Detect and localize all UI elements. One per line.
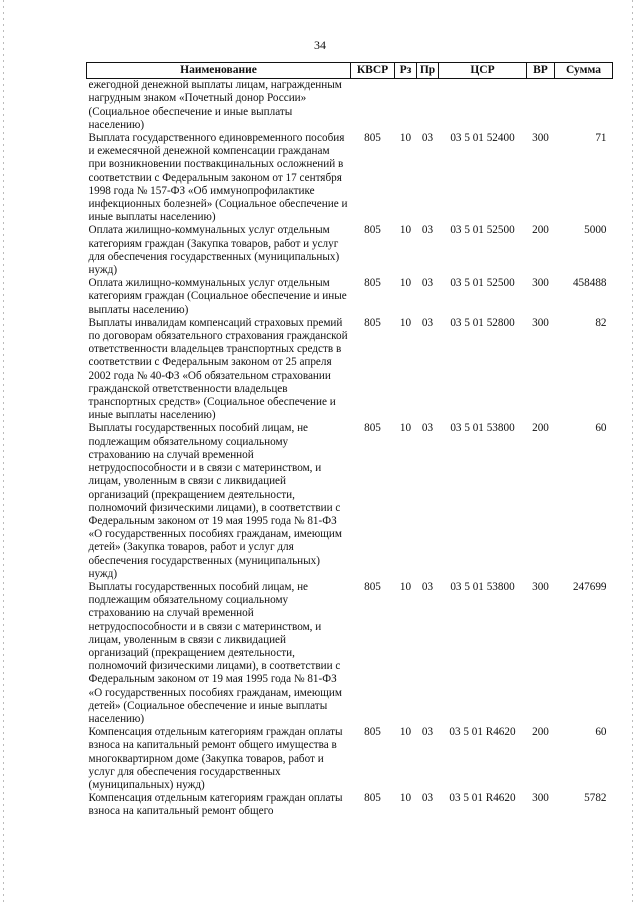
table-row — [87, 317, 613, 423]
row-csr: 03 5 01 R4620 — [449, 726, 516, 739]
row-sum — [555, 79, 613, 132]
row-kvsr: 805 — [364, 792, 381, 805]
table-row — [87, 224, 613, 277]
row-vr: 300 — [532, 792, 549, 805]
header-rz: Рз — [395, 63, 417, 79]
row-sum: 247699 — [572, 580, 607, 593]
row-rz: 10 — [399, 277, 412, 290]
row-vr: 300 — [532, 580, 549, 593]
row-sum: 5782 — [584, 792, 607, 805]
row-kvsr: 805 — [364, 580, 381, 593]
header-csr: ЦСР — [439, 63, 527, 79]
row-name: Компенсация отдельным категориям граждан оплаты взноса на капитальный ремонт общего — [88, 792, 343, 818]
row-sum: 60 — [595, 422, 607, 435]
row-rz — [395, 79, 417, 132]
row-sum: 458488 — [572, 277, 607, 290]
header-name: Наименование — [87, 63, 351, 79]
table-header-row — [87, 63, 613, 79]
scan-edge-right — [632, 0, 633, 905]
row-name: Компенсация отдельным категориям граждан оплаты взноса на капитальный ремонт общего имущества в многоквартирном доме (Закупка товаров, работ и услуг для обеспечения государственных (муниципальных) нужд) — [88, 726, 343, 791]
row-sum: 82 — [595, 316, 607, 329]
header-vr: ВР — [527, 63, 555, 79]
row-pr: 03 — [421, 422, 434, 435]
row-vr: 200 — [532, 726, 549, 739]
row-kvsr: 805 — [364, 132, 381, 145]
row-pr: 03 — [421, 224, 434, 237]
table-row — [87, 79, 613, 132]
row-rz: 10 — [399, 580, 412, 593]
budget-table — [86, 62, 613, 819]
row-vr: 300 — [532, 277, 549, 290]
page-number: 34 — [314, 38, 326, 52]
row-sum: 60 — [595, 726, 607, 739]
row-pr: 03 — [421, 277, 434, 290]
header-sum: Сумма — [555, 63, 613, 79]
row-vr: 300 — [532, 316, 549, 329]
row-kvsr — [351, 79, 395, 132]
row-rz: 10 — [399, 132, 412, 145]
row-pr: 03 — [421, 316, 434, 329]
row-csr: 03 5 01 52500 — [450, 277, 515, 290]
row-name: ежегодной денежной выплаты лицам, награжденным нагрудным знаком «Почетный донор России» (Социальное обеспечение и иные выплаты населению) — [88, 79, 342, 131]
row-name: Выплаты государственных пособий лицам, не подлежащим обязательному социальному страхованию на случай временной нетрудоспособности и в связи с материнством, и лицам, уволенным в связи с ликвидацией организаций (прекращением деятельности, полномочий физическими лицами), в соответствии с Федеральным законом от 19 мая 1995 года № 81-ФЗ «О государственных пособиях гражданам, имеющим детей» (Закупка товаров, работ и услуг для обеспечения государственных (муниципальных) нужд) — [88, 422, 342, 580]
row-rz: 10 — [399, 792, 412, 805]
row-name: Выплата государственного единовременного пособия и ежемесячной денежной компенсации гражданам при возникновении поствакцинальных осложнений в соответствии с Федеральным законом от 17 сентября 1998 года № 157-ФЗ «Об иммунопрофилактике инфекционных болезней» (Социальное обеспечение и иные выплаты населению) — [88, 132, 348, 224]
row-name: Оплата жилищно-коммунальных услуг отдельным категориям граждан (Закупка товаров, работ и услуг для обеспечения государственных (муниципальных) нужд) — [88, 224, 340, 277]
row-vr: 200 — [532, 224, 549, 237]
row-csr: 03 5 01 R4620 — [449, 792, 516, 805]
row-pr — [417, 79, 439, 132]
row-kvsr: 805 — [364, 726, 381, 739]
row-rz: 10 — [399, 316, 412, 329]
table-row — [87, 581, 613, 726]
row-rz: 10 — [399, 726, 412, 739]
table-row — [87, 277, 613, 317]
table-row — [87, 422, 613, 580]
row-csr: 03 5 01 53800 — [450, 580, 515, 593]
row-csr: 03 5 01 52400 — [450, 132, 515, 145]
row-vr: 200 — [532, 422, 549, 435]
row-pr: 03 — [421, 792, 434, 805]
table-row — [87, 792, 613, 818]
row-kvsr: 805 — [364, 277, 381, 290]
row-vr — [527, 79, 555, 132]
table-row — [87, 726, 613, 792]
row-vr: 300 — [532, 132, 549, 145]
row-sum: 5000 — [584, 224, 607, 237]
row-name: Оплата жилищно-коммунальных услуг отдельным категориям граждан (Социальное обеспечение и иные выплаты населению) — [88, 277, 347, 316]
header-kvsr: КВСР — [351, 63, 395, 79]
row-kvsr: 805 — [364, 224, 381, 237]
row-sum: 71 — [595, 132, 607, 145]
row-rz: 10 — [399, 224, 412, 237]
table-row — [87, 132, 613, 224]
row-name: Выплаты инвалидам компенсаций страховых премий по договорам обязательного страхования гражданской ответственности владельцев транспортных средств в соответствии с Федеральным законом от 25 апреля 2002 года № 40-ФЗ «Об обязательном страховании гражданской ответственности владельцев транспортных средств» (Социальное обеспечение и иные выплаты населению) — [88, 316, 348, 422]
row-rz: 10 — [399, 422, 412, 435]
row-csr: 03 5 01 52500 — [450, 224, 515, 237]
row-pr: 03 — [421, 726, 434, 739]
scan-edge-left — [3, 0, 4, 905]
row-pr: 03 — [421, 580, 434, 593]
row-csr: 03 5 01 52800 — [450, 316, 515, 329]
row-csr: 03 5 01 53800 — [450, 422, 515, 435]
row-name: Выплаты государственных пособий лицам, не подлежащим обязательному социальному страхованию на случай временной нетрудоспособности и в связи с материнством, и лицам, уволенным в связи с ликвидацией организаций (прекращением деятельности, полномочий физическими лицами), в соответствии с Федеральным законом от 19 мая 1995 года № 81-ФЗ «О государственных пособиях гражданам, имеющим детей» (Социальное обеспечение и иные выплаты населению) — [88, 580, 342, 725]
row-csr — [439, 79, 527, 132]
row-pr: 03 — [421, 132, 434, 145]
row-kvsr: 805 — [364, 316, 381, 329]
row-kvsr: 805 — [364, 422, 381, 435]
header-pr: Пр — [417, 63, 439, 79]
